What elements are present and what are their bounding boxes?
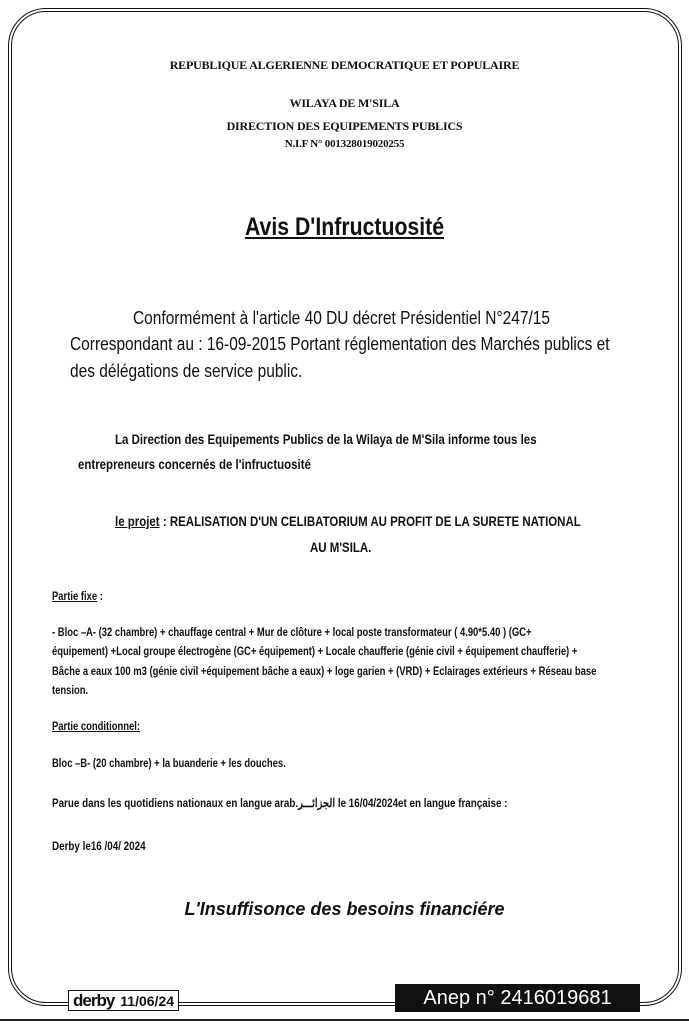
project-label: le projet bbox=[115, 514, 160, 529]
project-line-1 bbox=[115, 514, 581, 529]
partie-fixe-line: - Bloc –A- (32 chambre) + chauffage central + Mur de clôture + local poste transformateur ( 4.90*5.40 ) (GC+ bbox=[52, 627, 532, 639]
page-title: Avis D'Infructuosité bbox=[244, 213, 445, 241]
partie-fixe-heading: Partie fixe : bbox=[52, 591, 103, 603]
project-description: : REALISATION D'UN CELIBATORIUM AU PROFIT DE LA SURETE NATIONAL bbox=[159, 514, 581, 529]
legal-line-1: Conformément à l'article 40 DU décret Présidentiel N°247/15 bbox=[133, 308, 550, 328]
header-direction: DIRECTION DES EQUIPEMENTS PUBLICS bbox=[226, 119, 463, 133]
stamp-date: 11/06/24 bbox=[120, 992, 175, 1009]
conclusion: L'Insuffisonce des besoins financiére bbox=[184, 899, 505, 919]
document-border bbox=[8, 8, 682, 1006]
legal-line-3: des délégations de service public. bbox=[70, 361, 303, 381]
partie-fixe-label: Partie fixe bbox=[52, 591, 98, 603]
bottom-rule bbox=[0, 1019, 689, 1021]
header-nif: N.I.F N° 001328019020255 bbox=[284, 138, 405, 150]
publication-notice: Parue dans les quotidiens nationaux en langue arab.الجزائـــر le 16/04/2024et en langue française : bbox=[52, 796, 508, 810]
partie-fixe-line: équipement) +Local groupe électrogène (GC+ équipement) + Locale chaufferie (génie civil + équipement chaufferie) + bbox=[52, 646, 578, 658]
intro-line-2: entrepreneurs concernés de l'infructuosité bbox=[78, 457, 311, 472]
partie-fixe-line: tension. bbox=[52, 685, 89, 697]
project-line-2: AU M'SILA. bbox=[310, 540, 372, 555]
derby-date: Derby le16 /04/ 2024 bbox=[52, 839, 146, 853]
anep-number: Anep n° 2416019681 bbox=[395, 984, 640, 1012]
legal-line-2: Correspondant au : 16-09-2015 Portant réglementation des Marchés publics et bbox=[70, 334, 610, 354]
partie-conditionnel-label: Partie conditionnel: bbox=[52, 721, 141, 733]
partie-conditionnel-line: Bloc –B- (20 chambre) + la buanderie + les douches. bbox=[52, 758, 286, 770]
derby-logo: derby bbox=[73, 990, 115, 1010]
header-wilaya: WILAYA DE M'SILA bbox=[289, 96, 400, 110]
derby-stamp bbox=[68, 990, 179, 1011]
partie-fixe-line: Bâche a eaux 100 m3 (génie civil +équipement bâche a eaux) + loge garien + (VRD) + Eclairages extérieurs + Réseau base bbox=[52, 666, 597, 678]
intro-line-1: La Direction des Equipements Publics de la Wilaya de M'Sila informe tous les bbox=[115, 432, 537, 447]
header-republic: REPUBLIQUE ALGERIENNE DEMOCRATIQUE ET POPULAIRE bbox=[169, 58, 520, 72]
